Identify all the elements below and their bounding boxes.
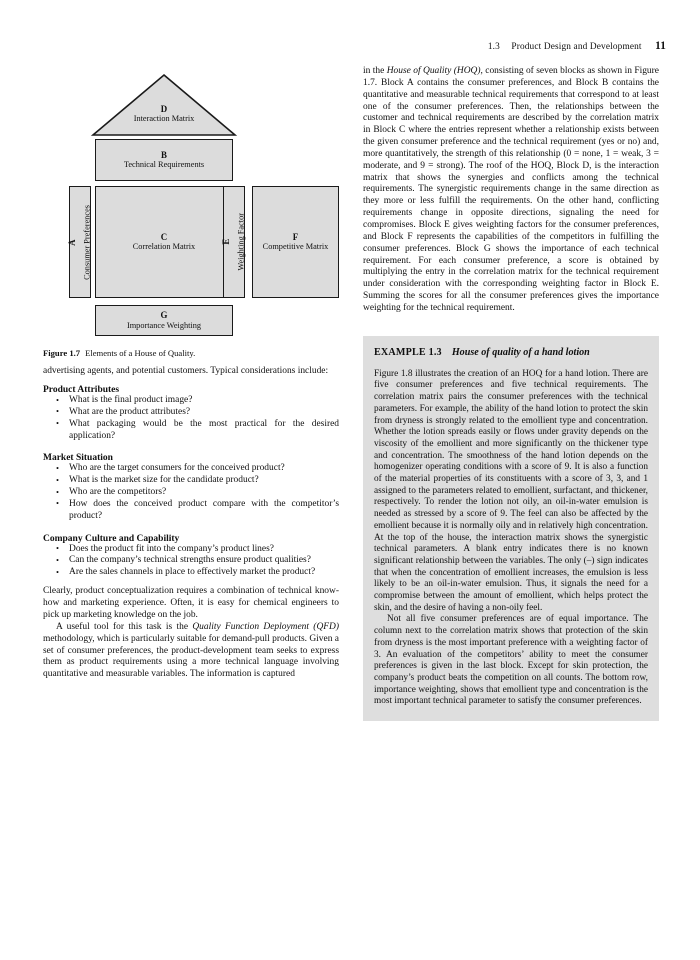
list-item: • Does the product fit into the company’s product lines? (55, 544, 339, 556)
paragraph-advertising-agents: advertising agents, and potential customers. Typical considerations include: (43, 366, 329, 376)
example-box-label: EXAMPLE 1.3 (374, 346, 442, 358)
header-section-title: Product Design and Development (511, 42, 642, 52)
qfd-term-italic: Quality Function Deployment (QFD) (192, 621, 339, 632)
paragraph-clearly-product-conceptualization: Clearly, product conceptualization requires a combination of technical know-how and marketing experience. Often, it is easy for chemical engineers to pick up marketing knowledge on the job. (43, 586, 339, 621)
spacer (43, 442, 339, 453)
spacer (363, 315, 659, 336)
figure-caption-text: Elements of a House of Quality. (85, 348, 196, 358)
hoq-text-tail: , consisting of seven blocks as shown in Figure 1.7. Block A contains the consumer preferences, and Block B contains the quantitative and measurable technical requirements that correspond to at least one of the consumer preferences. Then, the relationships between the customer and technical requirements are described by the correlation matrix in Block C where the entries represent whether a relationship exists between the given consumer preference and the technical requirement (yes or no) and, more quantitatively, the strength of this relationship (0 = none, 1 = weak, 3 = moderate, and 9 = strong). The roof of the HOQ, Block D, is the interaction matrix that shows the synergies and conflicts among the technical requirements. The synergistic requirements change in the same direction as they more or less fulfill the requirements. On the other hand, conflicting requirements change in opposite directions, signaling the need for compromises. Block E gives weighting factors for the consumer preferences, and Block F represents the capabilities of the competitors in fulfilling the consumer preferences. Block G shows the importance of each technical requirement. For each consumer preference, a score is obtained by multiplying the entry in the correlation matrix for the technical requirement under consideration with the corresponding weighting factor in Block E. Summing the scores for all the consumer preferences gives the importance weighting for the technical requirement. (363, 66, 659, 313)
figure-block-a-letter: A (67, 238, 78, 246)
figure-block-b-name: Technical Requirements (123, 160, 205, 169)
heading-company-culture-and-capability: Company Culture and Capability (43, 533, 180, 544)
spacer (43, 523, 339, 534)
list-item: • How does the conceived product compare with the competitor’s product? (55, 499, 339, 523)
example-box-title: House of quality of a hand lotion (451, 346, 590, 358)
figure-block-d-text (90, 104, 238, 125)
figure-block-d (90, 72, 238, 138)
figure-house-of-quality (43, 66, 339, 366)
list-item: • What is the market size for the candidate product? (55, 475, 339, 487)
figure-block-g-letter: G (160, 310, 168, 321)
figure-block-e (223, 186, 245, 298)
figure-block-f (252, 186, 339, 298)
figure-block-g-name: Importance Weighting (126, 320, 202, 330)
figure-block-f-letter: F (292, 231, 299, 242)
figure-block-d-name: Interaction Matrix (133, 114, 195, 124)
spacer (43, 378, 339, 385)
running-header (0, 40, 666, 52)
figure-block-c (95, 186, 233, 298)
figure-block-f-name: Competitive Matrix (262, 242, 329, 251)
example-paragraph-2: Not all five consumer preferences are of equal importance. The column next to the correlation matrix shows that protection of the skin from dryness is the most important preference with a weighting factor of 3. An evaluation of the competitors’ ability to meet the consumer preferences is given in the last block. Except for skin protection, the company’s product beats the competition on all counts. The bottom row, importance weighting, shows that emollient type and concentration is the most important technical parameter to satisfy the consumer preferences. (374, 614, 648, 707)
figure-block-b (95, 139, 233, 181)
page-number: 11 (655, 40, 666, 52)
list-item: • Are the sales channels in place to effectively market the product? (55, 567, 339, 579)
hoq-text-lead: in the (363, 66, 387, 76)
list-item: • Can the company’s technical strengths ensure product qualities? (55, 555, 339, 567)
list-product-attributes (43, 395, 339, 442)
qfd-text-tail: methodology, which is particularly suitable for demand-pull products. Given a set of consumer preferences, the product-development team seeks to express them as product requirements using a more technical language involving quantitative and measurable variables. The information is captured (43, 633, 339, 680)
figure-block-a-text (67, 205, 93, 280)
header-section-number: 1.3 (487, 42, 500, 52)
list-item: • What are the product attributes? (55, 407, 339, 419)
list-item: • Who are the target consumers for the conceived product? (55, 463, 339, 475)
list-item: • Who are the competitors? (55, 487, 339, 499)
figure-caption (43, 348, 339, 359)
list-company-culture (43, 544, 339, 580)
figure-block-c-letter: C (160, 231, 168, 242)
example-box-heading (374, 347, 648, 358)
figure-block-e-name: Weighting Factor (236, 213, 246, 271)
figure-caption-label: Figure 1.7 (43, 348, 81, 358)
list-item: • What packaging would be the most practical for the desired application? (55, 419, 339, 443)
heading-product-attributes: Product Attributes (43, 385, 120, 396)
hoq-term-italic: House of Quality (HOQ) (386, 66, 481, 76)
paragraph-qfd-methodology (43, 622, 339, 681)
figure-block-c-name: Correlation Matrix (132, 242, 196, 251)
list-item: • What is the final product image? (55, 395, 339, 407)
figure-block-b-letter: B (161, 149, 167, 160)
left-column (43, 66, 339, 681)
figure-block-e-letter: E (221, 239, 232, 245)
example-paragraph-1: Figure 1.8 illustrates the creation of an HOQ for a hand lotion. There are five consumer preferences and five technical requirements. The correlation matrix pairs the consumer preferences with the technical parameters. For example, the ability of the hand lotion to protect the skin from dryness is strongly related to the emollient type and concentration. Whether the lotion spreads easily or flows under gravity depends on the viscosity of the emollient and more significantly on the thickener type and concentration. The smoothness of the hand lotion depends on the homogenizer operating conditions with a score of 9. It is also a function of the material properties of its constituents with a score of 3, 3, and 1 assigned to the parameters related to emollient, surfactant, and thickener, respectively. To render the lotion not oily, an oil-in-water emulsion is needed as stressed by a score of 9. The feel can also be affected by the emollient because it is normally oily and in relatively high concentration. At the top of the house, the interaction matrix shows the synergistic technical parameters. A blank entry indicates there is no known significant relationship between the variables. The only (–) sign indicates that when the concentration of emollient increases, the emulsion is less likely to be an oil-in-water emulsion. Thus, it signals the need for a compromise between the amount of emollient, which helps protect the skin, and the desire of having a non-oily feel. (374, 368, 648, 613)
figure-block-d-letter: D (160, 104, 168, 114)
example-box-1-3 (363, 336, 659, 721)
figure-block-a-name: Consumer Preferences (82, 204, 92, 280)
qfd-text-lead: A useful tool for this task is the (56, 621, 193, 632)
right-column (363, 66, 659, 721)
list-market-situation (43, 463, 339, 522)
paragraph-house-of-quality (363, 66, 659, 315)
heading-market-situation: Market Situation (43, 453, 113, 464)
figure-block-a (69, 186, 91, 298)
figure-block-e-text (221, 213, 247, 271)
page-columns (43, 66, 659, 936)
figure-block-g (95, 305, 233, 336)
